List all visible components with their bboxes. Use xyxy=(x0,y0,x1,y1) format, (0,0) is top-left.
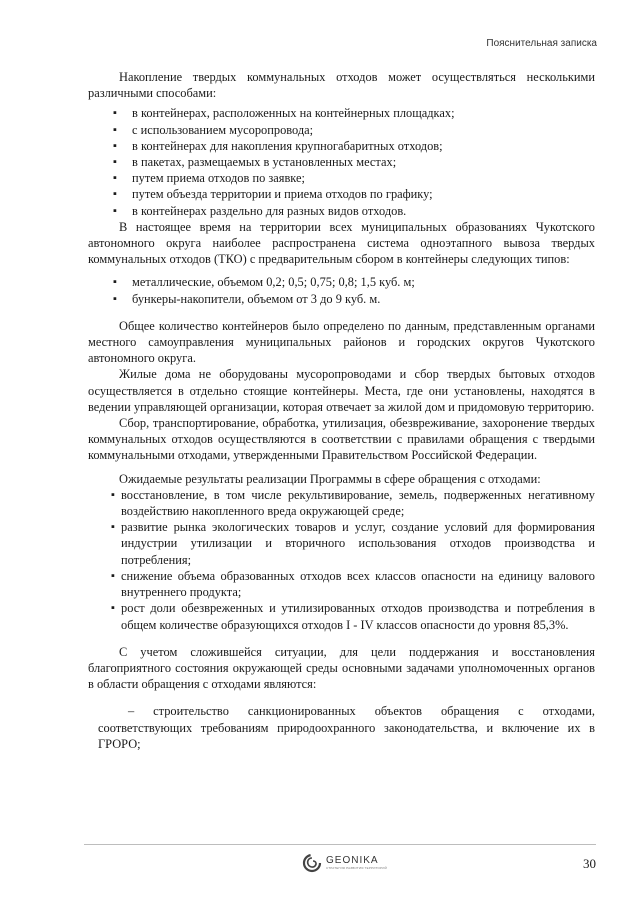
paragraph-container-count: Общее количество контейнеров было определено по данным, представленным органами местного самоуправления муниципальных районов и городских округов Чукотского автономного округа. xyxy=(88,318,595,366)
paragraph-expected-results: Ожидаемые результаты реализации Программы в сфере обращения с отходами: xyxy=(119,471,541,486)
paragraph-intro: Накопление твердых коммунальных отходов может осуществляться несколькими различными способами: xyxy=(88,70,595,101)
paragraph-construction: – строительство санкционированных объектов обращения с отходами, соответствующих требованиям природоохранного законодательства, и включение их в ГРОРО; xyxy=(98,704,595,751)
container-types-list xyxy=(88,274,595,306)
document-header: Пояснительная записка xyxy=(486,38,597,49)
paragraph-collection: Сбор, транспортирование, обработка, утилизация, обезвреживание, захоронение твердых коммунальных отходов осуществляются в соответствии с правилами обращения с твердыми коммунальными отходами, утвержденными Правительством Российской Федерации. xyxy=(88,416,595,463)
footer-logo xyxy=(302,853,387,873)
paragraph-tasks: С учетом сложившейся ситуации, для цели поддержания и восстановления благоприятного состояния окружающей среды основными задачами уполномоченных органов в области обращения с отходами являются: xyxy=(88,644,595,692)
list-item: ▪ с использованием мусоропровода; xyxy=(88,122,595,138)
storage-methods-list xyxy=(88,105,595,218)
list-item: ▪ снижение объема образованных отходов всех классов опасности на единицу валового внутреннего продукта; xyxy=(88,568,595,600)
list-item: ▪ бункеры-накопители, объемом от 3 до 9 куб. м. xyxy=(88,291,595,307)
logo-subtitle: СТРАТЕГИЯ РАЗВИТИЯ ТЕРРИТОРИЙ xyxy=(326,866,387,870)
footer-divider xyxy=(84,844,596,845)
geonika-logo-icon xyxy=(302,853,322,873)
paragraph-residential: Жилые дома не оборудованы мусоропроводами и сбор твердых бытовых отходов осуществляется в отдельно стоящие контейнеры. Места, где они установлены, находятся в ведении управляющей организации, которая отвечает за жилой дом и придомовую территорию. xyxy=(88,367,595,414)
list-item: ▪ в контейнерах, расположенных на контейнерных площадках; xyxy=(88,105,595,121)
paragraph-current-system: В настоящее время на территории всех муниципальных образованиях Чукотского автономного округа наиболее распространена система одноэтапного вывоза твердых коммунальных отходов (ТКО) с предварительным сбором в контейнеры следующих типов: xyxy=(88,219,595,267)
document-body xyxy=(88,69,595,752)
list-item: ▪ путем объезда территории и приема отходов по графику; xyxy=(88,186,595,202)
list-item: ▪ развитие рынка экологических товаров и услуг, создание условий для формирования индустрии утилизации и вторичного использования отходов производства и потребления; xyxy=(88,519,595,568)
list-item: ▪ путем приема отходов по заявке; xyxy=(88,170,595,186)
list-item: ▪ рост доли обезвреженных и утилизированных отходов производства и потребления в общем количестве образующихся отходов I - IV классов опасности до уровня 85,3%. xyxy=(88,600,595,632)
list-item: ▪ металлические, объемом 0,2; 0,5; 0,75; 0,8; 1,5 куб. м; xyxy=(88,274,595,290)
list-item: ▪ в пакетах, размещаемых в установленных местах; xyxy=(88,154,595,170)
expected-results-list xyxy=(88,487,595,633)
page-number: 30 xyxy=(583,856,596,871)
list-item: ▪ в контейнерах раздельно для разных видов отходов. xyxy=(88,203,595,219)
list-item: ▪ в контейнерах для накопления крупногабаритных отходов; xyxy=(88,138,595,154)
list-item: ▪ восстановление, в том числе рекультивирование, земель, подверженных негативному воздействию накопленного вреда окружающей среде; xyxy=(88,487,595,519)
logo-text: GEONIKA xyxy=(326,855,379,866)
